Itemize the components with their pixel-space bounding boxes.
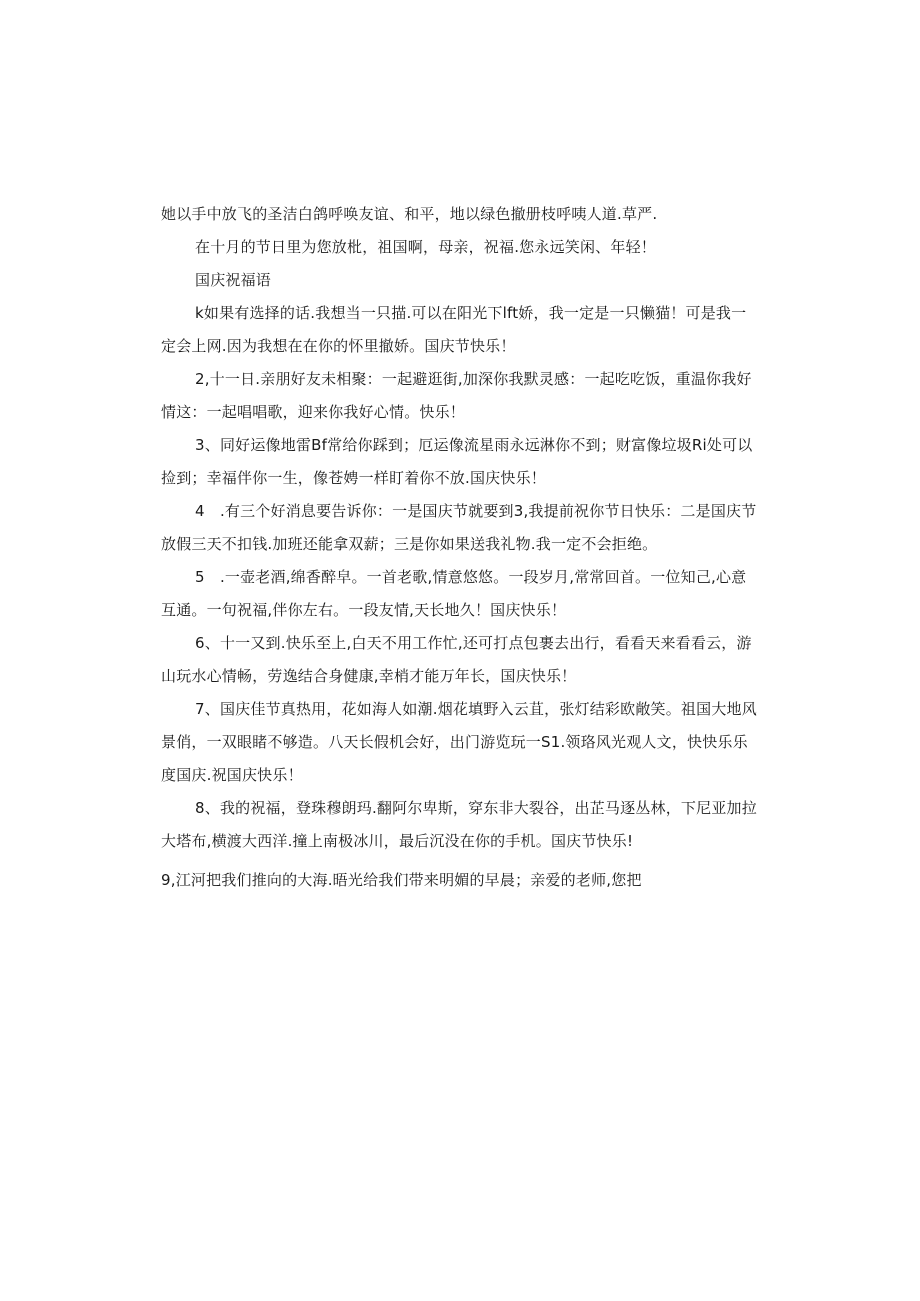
paragraph-item-5: 5 .一壶老酒,绵香醉皁。一首老歌,情意悠悠。一段岁月,常常回首。一位知己,心意互通。一句祝福,伴你左右。一段友情,天长地久！国庆快乐！ bbox=[161, 568, 747, 619]
paragraph-item-3: 3、同好运像地雷Bf常给你踩到；厄运像流星雨永远淋你不到；财富像垃圾Ri处可以捡到；幸福伴你一生，像苍娉一样盯着你不放.国庆快乐！ bbox=[161, 436, 753, 487]
paragraph-item-4: 4 .有三个好消息要告诉你：一是国庆节就要到3,我提前祝你节日快乐：二是国庆节放假三天不扣钱.加班还能拿双薪；三是你如果送我礼物.我一定不会拒绝。 bbox=[161, 502, 757, 553]
paragraph-item-8: 8、我的祝福，登珠穆朗玛.翻阿尔卑斯，穿东非大裂谷，出芷马逐丛林，下尼亚加拉大塔布,横渡大西洋.撞上南极冰川，最后沉没在你的手机。国庆节快乐! bbox=[161, 799, 757, 850]
paragraph-item-7: 7、国庆佳节真热用，花如海人如潮.烟花填野入云苴，张灯结彩欧敞笑。祖国大地风景俏，一双眼睹不够造。八天长假机会好，出门游览玩一S1.领珞风光观人文，快快乐乐度国庆.祝国庆快乐！ bbox=[161, 700, 757, 784]
paragraph-intro: 她以手中放飞的圣洁白鸽呼唤友谊、和平，地以绿色撤册枝呼咦人道.草严. bbox=[161, 205, 658, 223]
document-body bbox=[161, 198, 761, 897]
paragraph-october-wish: 在十月的节日里为您放枇，祖国啊，母亲，祝福.您永远笑闲、年轻！ bbox=[195, 238, 656, 256]
paragraph-item-6: 6、十一又到.快乐至上,白天不用工作忙,还可打点包裹去出行，看看天来看看云，游山玩水心情畅，劳逸结合身健康,幸梢才能万年长，国庆快乐！ bbox=[161, 634, 752, 685]
paragraph-item-2: 2,十一日.亲朋好友未相聚：一起避逛街,加深你我默灵感：一起吃吃饭，重温你我好情这：一起唱唱歌，迎来你我好心情。快乐！ bbox=[161, 370, 752, 421]
paragraph-item-1: k如果有选择的话.我想当一只描.可以在阳光下lft娇，我一定是一只懒猫！可是我一定会上网.因为我想在在你的怀里撤娇。国庆节快乐！ bbox=[161, 304, 747, 355]
paragraph-item-9: 9,江河把我们推向的大海.晤光给我们带来明媚的早晨；亲爱的老师,您把 bbox=[161, 871, 642, 889]
section-heading: 国庆祝福语 bbox=[195, 271, 272, 289]
